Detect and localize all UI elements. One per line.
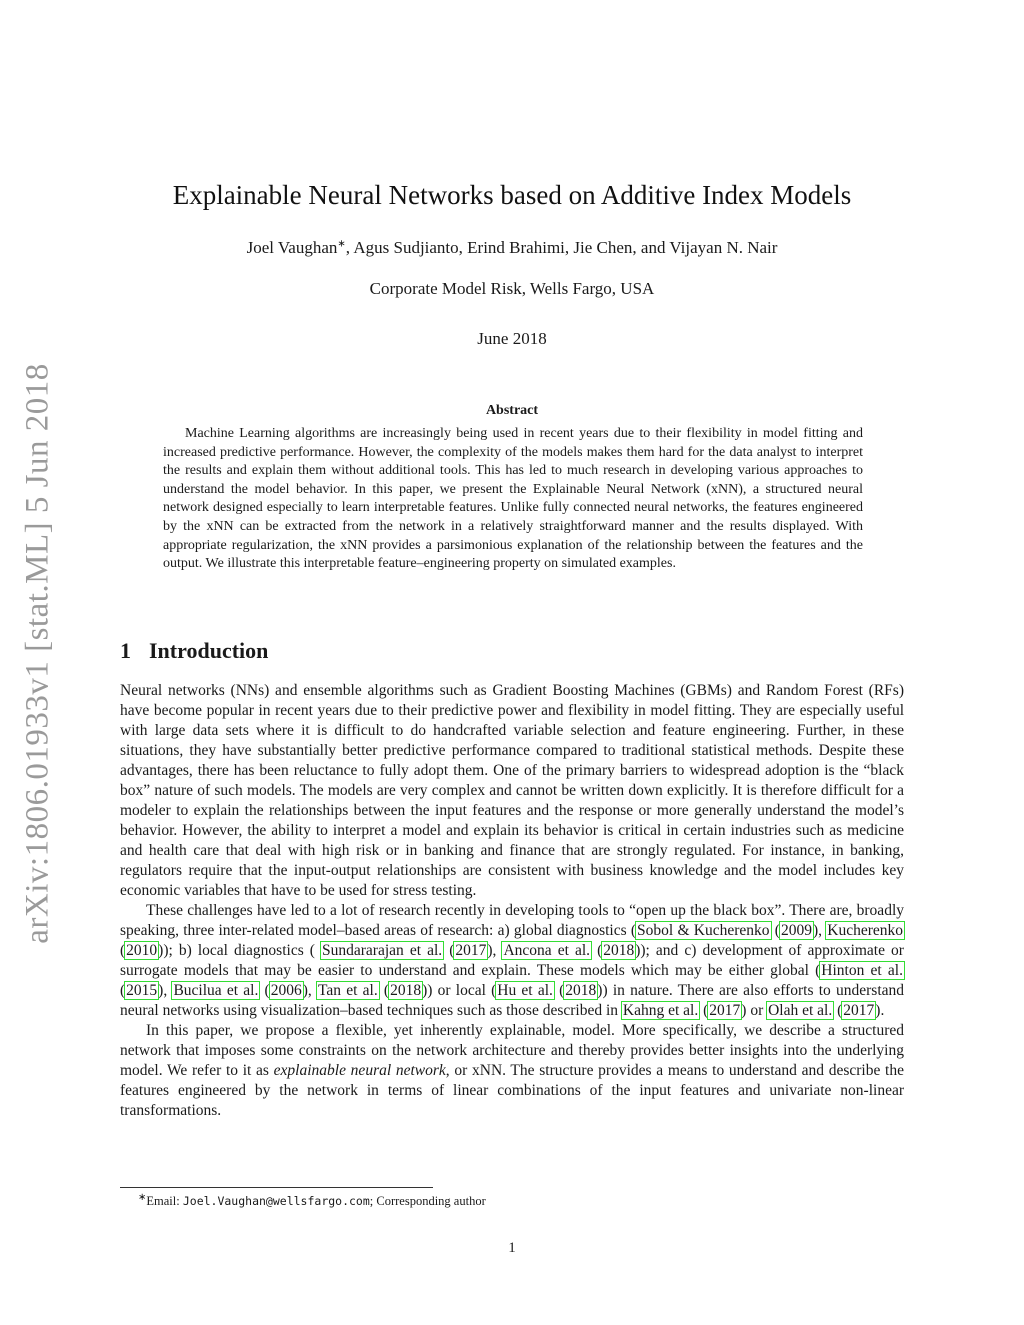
citation-link[interactable]: 2006	[270, 982, 302, 999]
arxiv-stamp	[10, 363, 66, 943]
other-authors: , Agus Sudjianto, Erind Brahimi, Jie Chen, and Vijayan N. Nair	[345, 238, 778, 257]
citation-link[interactable]: 2018	[603, 942, 635, 959]
citation-link[interactable]: Sobol & Kucherenko	[637, 922, 770, 939]
paper-title: Explainable Neural Networks based on Additive Index Models	[172, 180, 852, 210]
citation-link[interactable]: 2018	[565, 982, 597, 999]
citation-link[interactable]: Bucilua et al.	[173, 982, 259, 999]
intro-paragraph-1: Neural networks (NNs) and ensemble algorithms such as Gradient Boosting Machines (GBMs) and Random Forest (RFs) have become popular in recent years due to their predictive power and flexibility in model fitting. They are especially useful with large data sets where it is difficult to do handcrafted variable selection and feature engineering. Further, in these situations, they have substantially better predictive performance compared to traditional statistical methods. Despite these advantages, there has been reluctance to fully adopt them. One of the primary barriers to widespread adoption is the “black box” nature of such models. The models are very complex and cannot be written down explicitly. It is therefore difficult for a modeler to explain the relationships between the input features and the response or more generally understand the model’s behavior. However, the ability to interpret a model and explain its behavior is critical in certain industries such as medicine and health care that deal with high risk or in banking and finance that are strongly regulated. For instance, in banking, regulators require that the input-output relationships are consistent with business knowledge and the model includes key economic variables that have to be used for stress testing.	[120, 682, 904, 899]
footnote-rule	[120, 1187, 433, 1188]
section-heading	[120, 638, 268, 664]
introduction-body	[120, 681, 904, 1121]
emphasized-term: explainable neural network	[273, 1062, 446, 1079]
citation-link[interactable]: 2009	[780, 922, 812, 939]
footnote-marker: ∗	[337, 238, 346, 250]
arxiv-stamp-text: arXiv:1806.01933v1 [stat.ML] 5 Jun 2018	[19, 362, 56, 944]
paper-date: June 2018	[477, 329, 547, 348]
citation-link[interactable]: Kucherenko	[827, 922, 903, 939]
section-number: 1	[120, 638, 131, 663]
abstract-text: Machine Learning algorithms are increasingly being used in recent years due to their flexibility in model fitting and increased predictive performance. However, the complexity of the models makes them hard for the data analyst to interpret the results and explain them without additional tools. This has led to much research in developing various approaches to understand the model behavior. In this paper, we present the Explainable Neural Network (xNN), a structured neural network designed especially to learn interpretable features. Unlike fully connected neural networks, the features engineered by the xNN can be extracted from the network in a relatively straightforward manner and the results displayed. With appropriate regularization, the xNN provides a parsimonious explanation of the relationship between the features and the output. We illustrate this interpretable feature–engineering property on simulated examples.	[163, 426, 863, 572]
citation-link[interactable]: Hu et al.	[497, 982, 553, 999]
abstract-heading: Abstract	[485, 403, 539, 418]
citation-link[interactable]: Sundararajan et al.	[322, 942, 443, 959]
citation-link[interactable]: Kahng et al.	[622, 1002, 699, 1019]
citation-link[interactable]: 2017	[455, 942, 487, 959]
page-number: 1	[508, 1240, 516, 1256]
citation-link[interactable]: 2017	[843, 1002, 875, 1019]
footnote-mark: ∗	[138, 1192, 147, 1203]
citation-link[interactable]: Olah et al.	[768, 1002, 833, 1019]
citation-link[interactable]: 2015	[126, 982, 158, 999]
intro-paragraph-2: These challenges have led to a lot of research recently in developing tools to “open up the black box”. There are, broadly speaking, three inter-related model–based areas of research: a) global diagnostics (Sobol & Kucherenko (2009), Kucherenko (2010)); b) local diagnostics ( Sundararajan et al. (2017), Ancona et al. (2018)); and c) development of approximate or surrogate models that may be easier to understand and explain. These models which may be either global (Hinton et al. (2015), Bucilua et al. (2006), Tan et al. (2018)) or local (Hu et al. (2018)) in nature. There are also efforts to understand neural networks using visualization–based techniques such as those described in Kahng et al. (2017) or Olah et al. (2017).	[120, 902, 905, 1019]
intro-paragraph-3: In this paper, we propose a flexible, yet inherently explainable, model. More specifically, we describe a structured network that imposes some constraints on the network architecture and thereby provides better insights into the underlying model. We refer to it as explainable neural network, or xNN. The structure provides a means to understand and describe the features engineered by the network in terms of linear combinations of the input features and univariate non-linear transformations.	[120, 1022, 904, 1119]
citation-link[interactable]: 2018	[390, 982, 422, 999]
citation-link[interactable]: Hinton et al.	[821, 962, 903, 979]
citation-link[interactable]: 2010	[126, 942, 158, 959]
author-list	[120, 238, 904, 258]
first-author: Joel Vaughan	[246, 238, 338, 257]
affiliation: Corporate Model Risk, Wells Fargo, USA	[369, 279, 655, 298]
citation-link[interactable]: Ancona et al.	[503, 942, 591, 959]
citation-link[interactable]: Tan et al.	[318, 982, 378, 999]
email-address[interactable]: Joel.Vaughan@wellsfargo.com	[182, 1194, 370, 1209]
section-title: Introduction	[149, 638, 269, 663]
citation-link[interactable]: 2017	[709, 1002, 741, 1019]
footnote: ∗Email: Joel.Vaughan@wellsfargo.com; Corresponding author	[138, 1192, 486, 1209]
